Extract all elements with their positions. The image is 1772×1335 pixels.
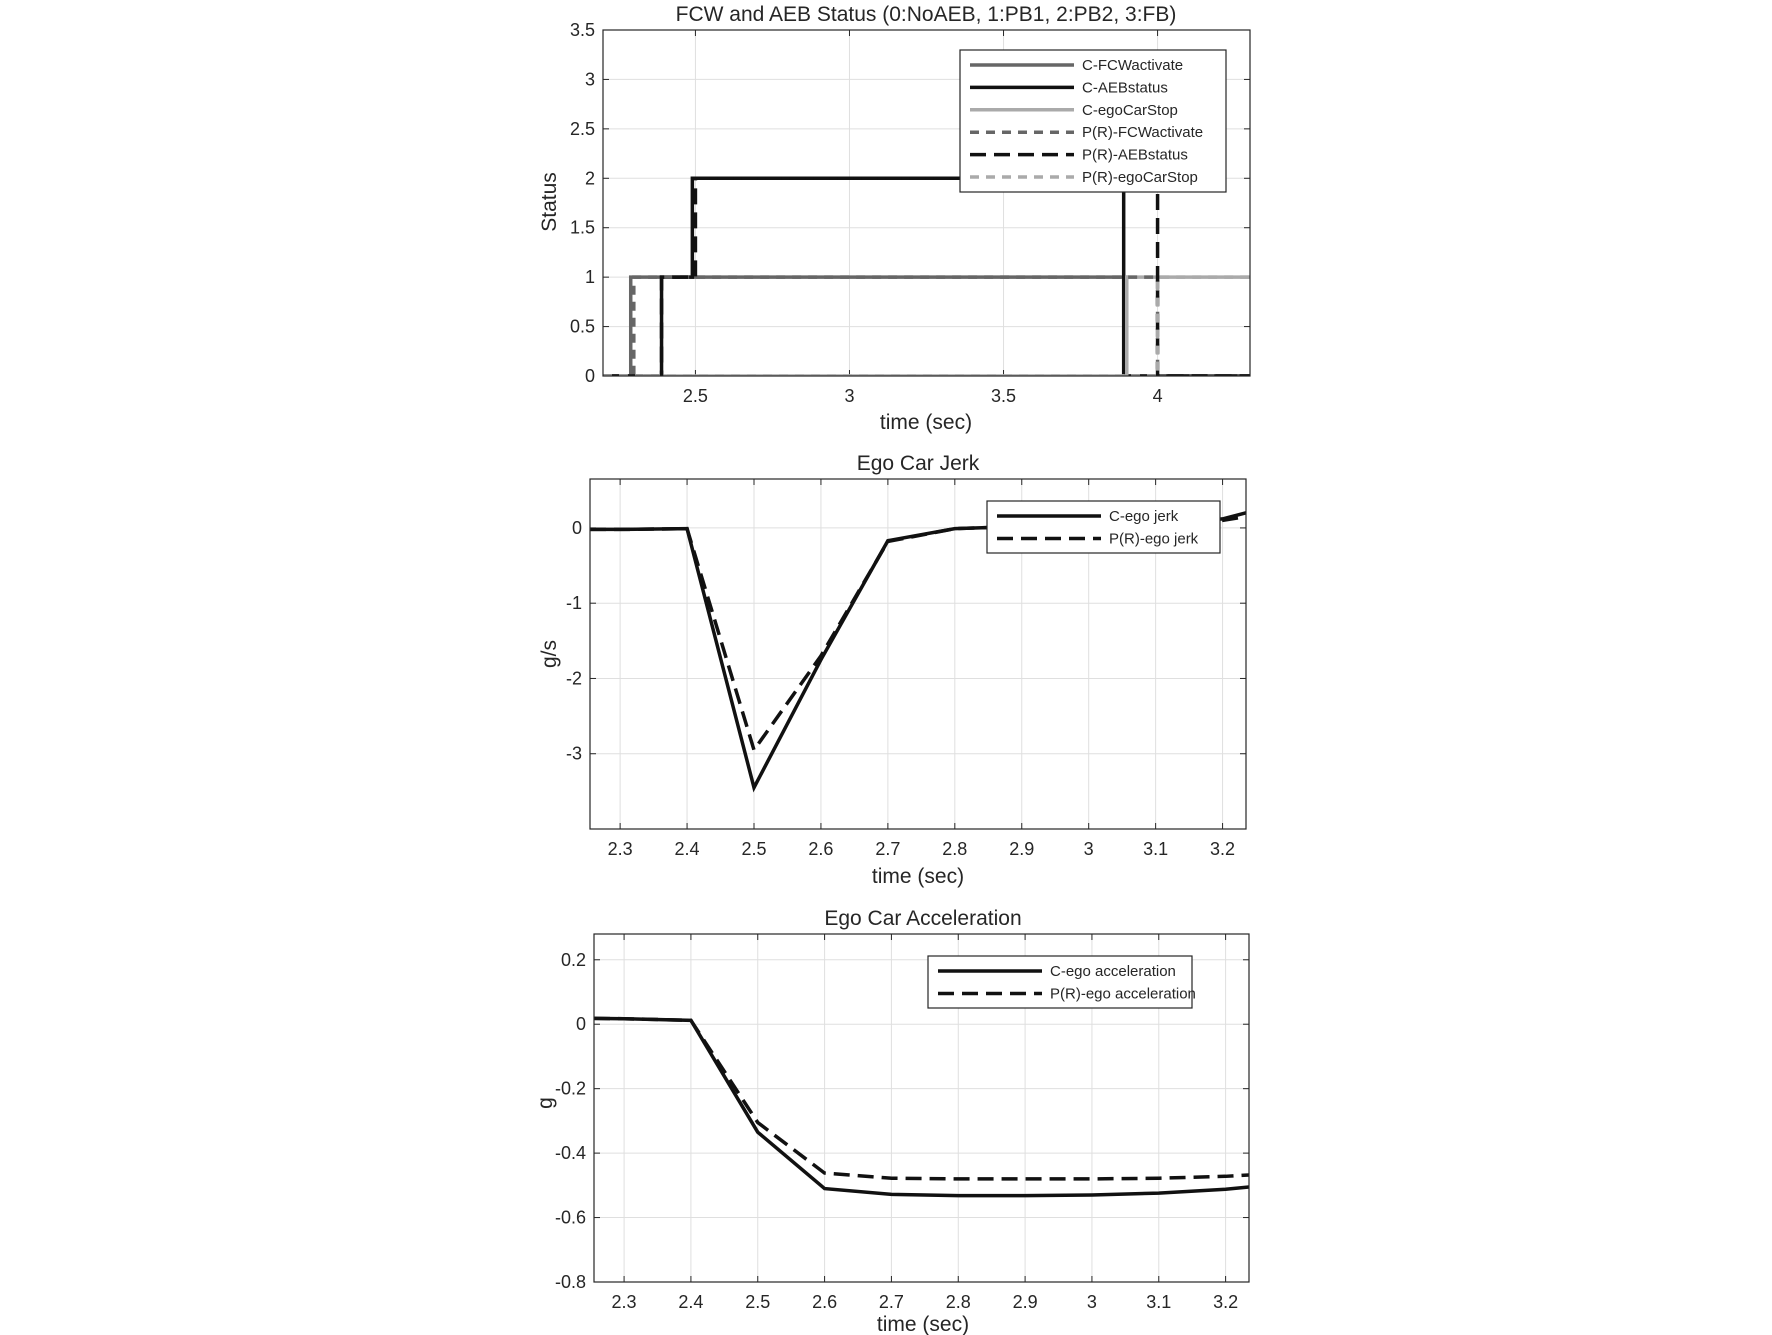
chart-2-ylabel: g/s [538,639,561,669]
chart-1-legend-label-2: C-AEBstatus [1082,79,1168,97]
chart-2-xtick-label: 2.7 [875,839,901,859]
chart-2-xtick-label: 2.9 [1009,839,1035,859]
chart-2-xtick-label: 2.4 [674,839,700,859]
chart-3-ytick-label: -0.2 [554,1078,586,1099]
chart-2-plot [566,479,1246,859]
chart-1-title: FCW and AEB Status (0:NoAEB, 1:PB1, 2:PB2, 3:FB) [675,3,1177,26]
chart-2-title: Ego Car Jerk [856,452,980,475]
chart-2-xtick-label: 3 [1083,839,1094,859]
chart-1-ytick-label: 0.5 [569,316,595,337]
chart-1-xtick-label: 3 [844,386,855,406]
chart-2-xtick-label: 2.5 [741,839,767,859]
chart-3-ytick-label: 0 [575,1014,586,1035]
chart-1-legend-label-5: P(R)-AEBstatus [1082,146,1188,164]
chart-3-xlabel: time (sec) [876,1313,970,1335]
chart-3-ylabel: g [534,1097,557,1109]
chart-1-ytick-label: 0 [584,366,595,386]
chart-1-ytick-label: 1.5 [569,217,595,238]
chart-1-ylabel: Status [538,172,561,232]
chart-3-ytick-label: -0.6 [554,1207,586,1228]
chart-2-legend [987,501,1220,553]
chart-1-legend-label-4: P(R)-FCWactivate [1082,124,1204,142]
chart-3-xtick-label: 3.1 [1146,1292,1172,1312]
chart-3-xtick-label: 2.7 [878,1292,904,1312]
chart-1-plot [570,20,1250,406]
chart-2-xtick-label: 3.1 [1143,839,1169,859]
chart-2-legend-label-2: P(R)-ego jerk [1109,530,1199,548]
chart-1-ytick-label: 2.5 [569,118,595,139]
chart-3-legend-label-2: P(R)-ego acceleration [1050,985,1196,1003]
chart-1-ytick-label: 3.5 [569,20,595,40]
chart-3-ytick-label: -0.8 [554,1272,586,1292]
chart-2-xlabel: time (sec) [871,865,965,888]
chart-1-xtick-label: 4 [1152,386,1163,406]
chart-1-legend-label-1: C-FCWactivate [1082,57,1184,74]
chart-3-ytick-label: -0.4 [554,1143,586,1164]
chart-3-xtick-label: 3.2 [1213,1292,1239,1312]
chart-1-xtick-label: 3.5 [991,386,1017,406]
chart-3-xtick-label: 2.4 [678,1292,704,1312]
chart-1-xlabel: time (sec) [879,411,973,434]
chart-2-legend-label-1: C-ego jerk [1109,508,1179,525]
chart-2-ytick-label: -3 [565,743,582,764]
chart-2-ytick-label: -2 [565,668,582,689]
chart-1-legend-label-3: C-egoCarStop [1082,101,1178,119]
chart-2-xtick-label: 2.8 [942,839,968,859]
chart-3-ytick-label: 0.2 [560,949,586,970]
chart-3-title: Ego Car Acceleration [824,907,1022,930]
chart-1-xtick-label: 2.5 [682,386,708,406]
chart-2-ytick-label: -1 [565,593,582,614]
chart-3-xtick-label: 2.6 [812,1292,838,1312]
chart-3-legend [928,956,1196,1008]
chart-2-ytick-label: 0 [571,517,582,538]
chart-1-legend [960,50,1226,192]
chart-3-plot [555,934,1249,1312]
chart-3-xtick-label: 2.8 [945,1292,971,1312]
chart-3-xtick-label: 3 [1086,1292,1097,1312]
chart-3-xtick-label: 2.3 [611,1292,637,1312]
chart-1-ytick-label: 1 [584,267,595,288]
chart-1-legend-label-6: P(R)-egoCarStop [1082,169,1198,186]
chart-2-xtick-label: 2.3 [607,839,633,859]
chart-1-ytick-label: 2 [584,168,595,189]
chart-3-xtick-label: 2.5 [745,1292,771,1312]
chart-2-xtick-label: 3.2 [1210,839,1236,859]
chart-1-ytick-label: 3 [584,69,595,90]
chart-2-xtick-label: 2.6 [808,839,834,859]
chart-3-xtick-label: 2.9 [1012,1292,1038,1312]
chart-3-legend-label-1: C-ego acceleration [1050,963,1176,980]
